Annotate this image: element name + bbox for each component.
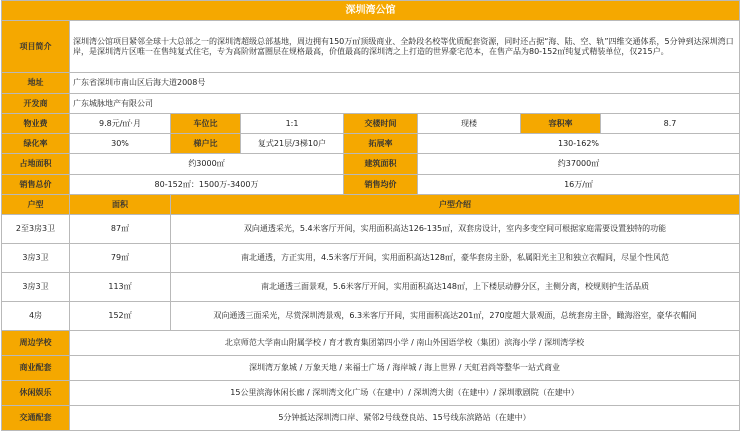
unit-type: 4房 — [2, 302, 70, 331]
unit-type: 3房3卫 — [2, 244, 70, 273]
floor-area-ratio-label: 容积率 — [521, 114, 601, 134]
average-price-label: 销售均价 — [344, 175, 418, 195]
property-info-table — [1, 0, 740, 431]
schools-value: 北京师范大学南山附属学校 / 育才教育集团第四小学 / 南山外国语学校（集团）滨海小学 / 深圳湾学校 — [70, 331, 740, 356]
unit-desc: 双向通透三面采光，尽赏深圳湾景观，6.3米客厅开间，实用面积高达201㎡，270度超大景观面，总统套房主卧，瞰海浴室，豪华衣帽间 — [171, 302, 740, 331]
parking-ratio-value: 1:1 — [241, 114, 344, 134]
project-intro-label: 项目简介 — [2, 21, 70, 73]
parking-ratio-label: 车位比 — [171, 114, 241, 134]
unit-area: 79㎡ — [70, 244, 171, 273]
expansion-rate-label: 拓展率 — [344, 134, 418, 154]
leisure-value: 15公里滨海休闲长廊 / 深圳湾文化广场（在建中）/ 深圳湾大街（在建中）/ 深圳歌剧院（在建中） — [70, 381, 740, 406]
total-price-value: 80-152㎡：1500万-3400万 — [70, 175, 344, 195]
page-title: 深圳湾公馆 — [2, 1, 740, 21]
developer-label: 开发商 — [2, 94, 70, 114]
building-area-label: 建筑面积 — [344, 154, 418, 175]
unit-area-header: 面积 — [70, 195, 171, 215]
schools-label: 周边学校 — [2, 331, 70, 356]
leisure-label: 休闲娱乐 — [2, 381, 70, 406]
unit-desc: 南北通透三面景观，5.6米客厅开间，实用面积高达148㎡，上下楼层动静分区，主侧分离，校规则护生活品质 — [171, 273, 740, 302]
unit-desc: 双向通透采光，5.4米客厅开间，实用面积高达126-135㎡，双套房设计，室内多变空间可根据家庭需要设置独特的功能 — [171, 215, 740, 244]
unit-type: 3房3卫 — [2, 273, 70, 302]
commerce-value: 深圳湾万象城 / 万象天地 / 来福士广场 / 海岸城 / 海上世界 / 天虹君尚等整华一站式商业 — [70, 356, 740, 381]
table-row — [2, 273, 740, 302]
building-area-value: 约37000㎡ — [418, 154, 740, 175]
elevator-ratio-value: 复式21层/3梯10户 — [241, 134, 344, 154]
unit-area: 152㎡ — [70, 302, 171, 331]
table-row — [2, 244, 740, 273]
property-fee-label: 物业费 — [2, 114, 70, 134]
developer-value: 广东城脉地产有限公司 — [70, 94, 740, 114]
delivery-time-label: 交楼时间 — [344, 114, 418, 134]
table-row — [2, 215, 740, 244]
unit-type-header: 户型 — [2, 195, 70, 215]
floor-area-ratio-value: 8.7 — [601, 114, 740, 134]
traffic-label: 交通配套 — [2, 406, 70, 431]
total-price-label: 销售总价 — [2, 175, 70, 195]
green-ratio-label: 绿化率 — [2, 134, 70, 154]
unit-desc-header: 户型介绍 — [171, 195, 740, 215]
delivery-time-value: 现楼 — [418, 114, 521, 134]
unit-type: 2至3房3卫 — [2, 215, 70, 244]
table-row — [2, 302, 740, 331]
address-label: 地址 — [2, 73, 70, 94]
unit-area: 87㎡ — [70, 215, 171, 244]
land-area-label: 占地面积 — [2, 154, 70, 175]
commerce-label: 商业配套 — [2, 356, 70, 381]
land-area-value: 约3000㎡ — [70, 154, 344, 175]
elevator-ratio-label: 梯户比 — [171, 134, 241, 154]
green-ratio-value: 30% — [70, 134, 171, 154]
average-price-value: 16万/㎡ — [418, 175, 740, 195]
expansion-rate-value: 130-162% — [418, 134, 740, 154]
project-intro-text: 深圳湾公馆项目紧邻全球十大总部之一的深圳湾超级总部基地，周边拥有150万㎡顶级商业、全龄段名校等优质配套资源，同时还占据“海、陆、空、轨”四维交通体系，5分钟到达深圳湾口岸，是深圳湾片区唯一在售纯复式住宅，专为高阶财富圈层在规格最高，价值最高的深圳湾之上打造的世界豪宅范本，在售产品为80-152㎡纯复式精装单位，仅215户。 — [70, 21, 740, 73]
address-value: 广东省深圳市南山区后海大道2008号 — [70, 73, 740, 94]
traffic-value: 5分钟抵达深圳湾口岸、紧邻2号线登良站、15号线东滨路站（在建中） — [70, 406, 740, 431]
property-fee-value: 9.8元/㎡·月 — [70, 114, 171, 134]
unit-desc: 南北通透，方正实用，4.5米客厅开间，实用面积高达128㎡，豪华套房主卧，私属阳光主卫和独立衣帽间，尽显个性风范 — [171, 244, 740, 273]
unit-area: 113㎡ — [70, 273, 171, 302]
